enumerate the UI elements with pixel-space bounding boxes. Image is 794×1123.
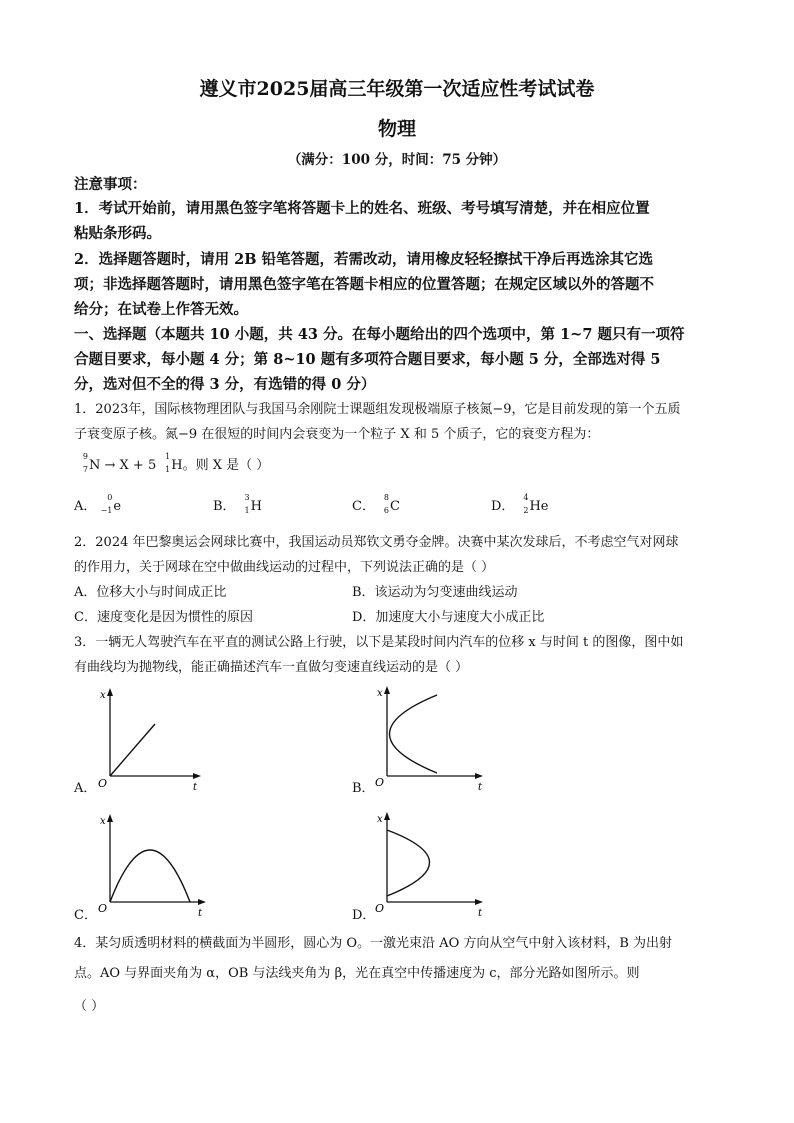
mass-number: 4	[523, 493, 529, 502]
q1-option-a[interactable]	[74, 495, 121, 514]
q4-line-2: 点。AO 与界面夹角为 α，OB 与法线夹角为 β，光在真空中传播速度为 c，部分光路如图所示。则	[74, 966, 640, 981]
graph-a-t-arrow	[193, 773, 201, 779]
graph-d-x-arrow	[384, 812, 390, 820]
graph-b-origin: O	[375, 776, 385, 789]
option-label: B．	[213, 499, 236, 514]
q1-option-c[interactable]	[352, 495, 400, 514]
h-symbol: H	[171, 458, 183, 473]
element-symbol: e	[113, 499, 122, 514]
exam-title: 遵义市2025届高三年级第一次适应性考试试卷	[199, 78, 595, 100]
q2-line-1: 2．2024 年巴黎奥运会网球比赛中，我国运动员郑钦文勇夺金牌。决赛中某次发球后，不考虑空气对网球	[74, 535, 679, 550]
q3-line-2: 有曲线均为抛物线，能正确描述汽车一直做匀变速直线运动的是（ ）	[74, 660, 469, 675]
option-label: A．	[74, 499, 97, 514]
notes-line-2: 2．选择题答题时，请用 2B 铅笔答题，若需改动，请用橡皮轻轻擦拭干净后再选涂其它选	[74, 251, 654, 268]
atomic-number: 1	[244, 506, 250, 515]
notes-line-2b: 项；非选择题答题时，请用黑色签字笔在答题卡相应的位置答题；在规定区域以外的答题不	[74, 276, 654, 293]
q3-option-c[interactable]: C．	[74, 908, 97, 923]
q2-option-b[interactable]: B．该运动为匀变速曲线运动	[352, 585, 518, 600]
atomic-number: 6	[383, 506, 389, 515]
graph-d-origin: O	[375, 902, 385, 915]
mass-number: 0	[107, 493, 113, 502]
q2-line-2: 的作用力，关于网球在空中做曲线运动的过程中，下列说法正确的是（ ）	[74, 560, 495, 575]
graph-d-curve	[387, 830, 430, 896]
h-atomic-number: 1	[165, 465, 171, 474]
graph-d-t-arrow	[475, 899, 483, 905]
q3-option-b[interactable]: B．	[352, 781, 375, 796]
section1-line-2: 合题目要求，每小题 4 分；第 8~10 题有多项符合题目要求，每小题 5 分，全部选对得 5	[74, 351, 661, 368]
element-symbol: He	[529, 499, 549, 514]
q4-line-1: 4．某匀质透明材料的横截面为半圆形，圆心为 O。一激光束沿 AO 方向从空气中射入该材料，B 为出射	[74, 936, 673, 951]
graph-c	[95, 808, 215, 920]
q3-option-d[interactable]: D．	[352, 908, 376, 923]
graph-a-x-label: x	[100, 690, 106, 701]
q2-option-c[interactable]: C．速度变化是因为惯性的原因	[74, 610, 253, 625]
q1-equation	[74, 454, 269, 473]
n-mass-number: 9	[82, 452, 88, 461]
graph-a-origin: O	[98, 777, 108, 790]
element-symbol: C	[389, 499, 400, 514]
notes-heading: 注意事项：	[74, 176, 147, 193]
graph-c-x-label: x	[100, 816, 106, 827]
equation-middle: → X + 5	[104, 458, 157, 473]
h-mass-number: 1	[165, 452, 171, 461]
n-symbol: N	[89, 458, 101, 473]
notes-line-2c: 给分；在试卷上作答无效。	[74, 301, 248, 318]
mass-number: 3	[244, 493, 250, 502]
graph-c-t-arrow	[198, 899, 206, 905]
q4-line-3: （ ）	[74, 999, 105, 1014]
option-label: D．	[491, 499, 515, 514]
q1-line-1: 1．2023年，国际核物理团队与我国马余刚院士课题组发现极端原子核氮−9，它是目前发现的第一个五质	[74, 402, 681, 417]
graph-a-line	[110, 724, 155, 776]
section1-line-1: 一、选择题（本题共 10 小题，共 43 分。在每小题给出的四个选项中，第 1~7 题只有一项符	[74, 326, 685, 343]
atomic-number: −1	[100, 506, 113, 515]
graph-b	[372, 680, 492, 794]
element-symbol: H	[250, 499, 262, 514]
graph-c-t-label: t	[198, 908, 203, 919]
graph-c-origin: O	[98, 902, 108, 915]
n-atomic-number: 7	[82, 465, 88, 474]
graph-b-t-label: t	[478, 782, 483, 793]
notes-line-1: 1．考试开始前，请用黑色签字笔将答题卡上的姓名、班级、考号填写清楚，并在相应位置	[74, 200, 650, 217]
graph-a-x-arrow	[107, 688, 113, 696]
graph-c-x-arrow	[107, 814, 113, 822]
graph-d-x-label: x	[377, 814, 383, 825]
q1-line-2: 子衰变原子核。氮−9 在很短的时间内会衰变为一个粒子 X 和 5 个质子，它的衰变方程为：	[74, 427, 600, 442]
equation-tail: 。则 X 是（ ）	[182, 458, 270, 473]
q1-option-d[interactable]	[491, 495, 548, 514]
notes-line-1b: 粘贴条形码。	[74, 225, 161, 242]
q3-line-1: 3．一辆无人驾驶汽车在平直的测试公路上行驶，以下是某段时间内汽车的位移 x 与时间 t 的图像，图中如	[74, 635, 684, 650]
graph-c-curve	[110, 850, 190, 902]
graph-a	[95, 684, 210, 794]
graph-a-t-label: t	[193, 782, 198, 793]
subject-title: 物理	[377, 118, 416, 140]
exam-meta: （满分：100 分，时间：75 分钟）	[287, 152, 507, 168]
graph-b-t-arrow	[475, 773, 483, 779]
graph-b-curve	[390, 695, 438, 773]
q2-option-d[interactable]: D．加速度大小与速度大小成正比	[352, 610, 545, 625]
graph-b-x-label: x	[377, 688, 383, 699]
q1-option-b[interactable]	[213, 495, 262, 514]
graph-d	[372, 806, 492, 920]
section1-line-3: 分，选对但不全的得 3 分，有选错的得 0 分）	[74, 376, 376, 393]
q2-option-a[interactable]: A．位移大小与时间成正比	[74, 585, 227, 600]
mass-number: 8	[383, 493, 389, 502]
graph-d-t-label: t	[478, 908, 483, 919]
atomic-number: 2	[523, 506, 529, 515]
option-label: C．	[352, 499, 375, 514]
graph-b-x-arrow	[384, 686, 390, 694]
q3-option-a[interactable]: A．	[74, 781, 97, 796]
